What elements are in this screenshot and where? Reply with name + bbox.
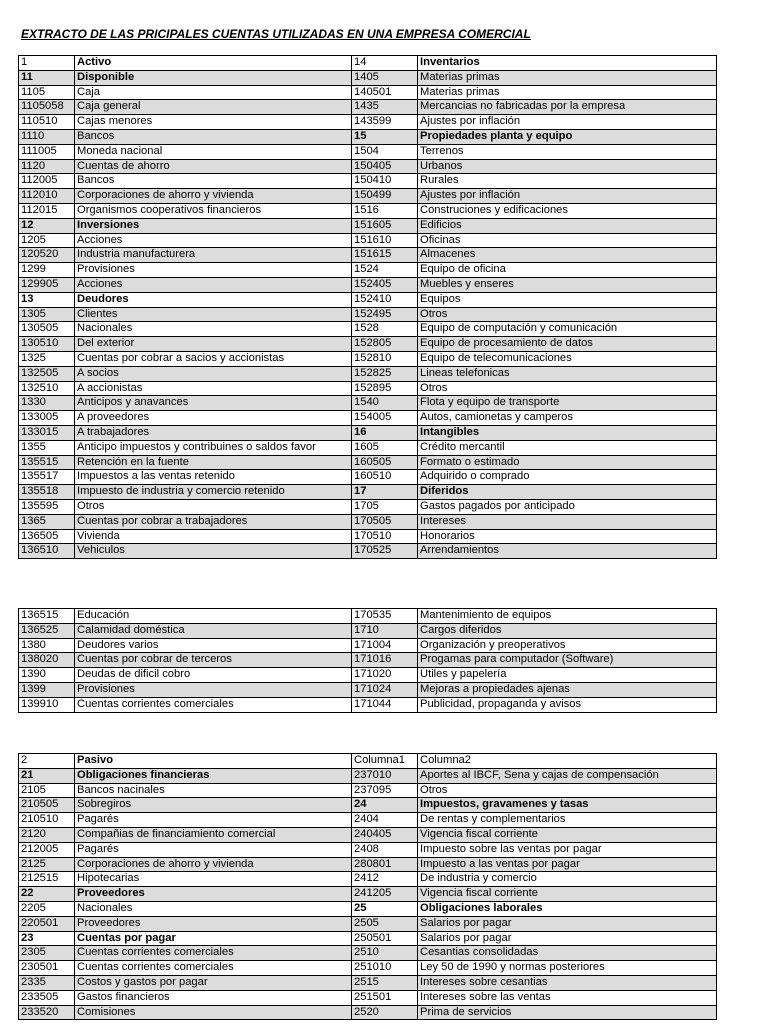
account-name-cell: Arrendamientos bbox=[418, 544, 717, 559]
account-code-cell: 1380 bbox=[19, 638, 75, 653]
account-name-cell: Sobregiros bbox=[75, 798, 352, 813]
account-code-cell: 130505 bbox=[19, 322, 75, 337]
account-code-cell: 11 bbox=[19, 70, 75, 85]
account-code-cell: 23 bbox=[19, 931, 75, 946]
account-name-cell: Rurales bbox=[418, 174, 717, 189]
account-code-cell: 135515 bbox=[19, 455, 75, 470]
account-code-cell: 171004 bbox=[352, 638, 418, 653]
account-name-cell: Oficinas bbox=[418, 233, 717, 248]
account-name-cell: Impuesto sobre las ventas por pagar bbox=[418, 842, 717, 857]
account-code-cell: 251501 bbox=[352, 990, 418, 1005]
account-code-cell: 139910 bbox=[19, 697, 75, 712]
account-name-cell: Prima de servicios bbox=[418, 1005, 717, 1020]
account-code-cell: 112010 bbox=[19, 189, 75, 204]
account-code-cell: 2335 bbox=[19, 975, 75, 990]
account-code-cell: 15 bbox=[352, 129, 418, 144]
accounts-table-activo bbox=[18, 55, 717, 559]
table-row bbox=[19, 668, 717, 683]
account-name-cell: Industria manufacturera bbox=[75, 248, 352, 263]
account-name-cell: Almacenes bbox=[418, 248, 717, 263]
account-name-cell: Disponible bbox=[75, 70, 352, 85]
account-code-cell: 17 bbox=[352, 485, 418, 500]
table-row bbox=[19, 783, 717, 798]
account-code-cell: 132510 bbox=[19, 381, 75, 396]
account-code-cell: 2 bbox=[19, 754, 75, 769]
account-code-cell: 1710 bbox=[352, 623, 418, 638]
account-name-cell: Pasivo bbox=[75, 754, 352, 769]
account-name-cell: Equipo de computación y comunicación bbox=[418, 322, 717, 337]
account-name-cell: Vigencia fiscal corriente bbox=[418, 887, 717, 902]
account-code-cell: 171016 bbox=[352, 653, 418, 668]
table-row bbox=[19, 872, 717, 887]
table-row bbox=[19, 263, 717, 278]
account-code-cell: 22 bbox=[19, 887, 75, 902]
table-row bbox=[19, 115, 717, 130]
account-name-cell: Materias primas bbox=[418, 70, 717, 85]
table-row bbox=[19, 901, 717, 916]
table-row bbox=[19, 931, 717, 946]
account-code-cell: 1390 bbox=[19, 668, 75, 683]
account-code-cell: Columna1 bbox=[352, 754, 418, 769]
account-name-cell: Útiles y papelería bbox=[418, 668, 717, 683]
table-row bbox=[19, 653, 717, 668]
account-name-cell: Urbanos bbox=[418, 159, 717, 174]
account-code-cell: 152825 bbox=[352, 366, 418, 381]
table-row bbox=[19, 887, 717, 902]
account-code-cell: 237010 bbox=[352, 768, 418, 783]
table-row bbox=[19, 697, 717, 712]
account-name-cell: Terrenos bbox=[418, 144, 717, 159]
account-name-cell: Anticipo impuestos y contribuines o saldos favor bbox=[75, 440, 352, 455]
account-code-cell: 140501 bbox=[352, 85, 418, 100]
account-name-cell: Provisiones bbox=[75, 263, 352, 278]
account-code-cell: 2125 bbox=[19, 857, 75, 872]
account-code-cell: 237095 bbox=[352, 783, 418, 798]
account-code-cell: 138020 bbox=[19, 653, 75, 668]
account-name-cell: Inversiones bbox=[75, 218, 352, 233]
account-name-cell: Cajas menores bbox=[75, 115, 352, 130]
account-code-cell: 135517 bbox=[19, 470, 75, 485]
account-name-cell: Ley 50 de 1990 y normas posteriores bbox=[418, 961, 717, 976]
account-code-cell: 251010 bbox=[352, 961, 418, 976]
table-row bbox=[19, 470, 717, 485]
account-code-cell: 1205 bbox=[19, 233, 75, 248]
account-code-cell: 150405 bbox=[352, 159, 418, 174]
table-row bbox=[19, 916, 717, 931]
account-name-cell: Inventarios bbox=[418, 56, 717, 71]
account-code-cell: 130510 bbox=[19, 337, 75, 352]
account-code-cell: 14 bbox=[352, 56, 418, 71]
accounts-table-pasivo bbox=[18, 753, 717, 1020]
account-name-cell: Crédito mercantil bbox=[418, 440, 717, 455]
account-code-cell: 1516 bbox=[352, 203, 418, 218]
account-code-cell: 2520 bbox=[352, 1005, 418, 1020]
account-name-cell: Vivienda bbox=[75, 529, 352, 544]
account-code-cell: 111005 bbox=[19, 144, 75, 159]
account-name-cell: Clientes bbox=[75, 307, 352, 322]
account-name-cell: Salarios por pagar bbox=[418, 931, 717, 946]
account-code-cell: 16 bbox=[352, 425, 418, 440]
account-code-cell: 152405 bbox=[352, 277, 418, 292]
account-code-cell: 112015 bbox=[19, 203, 75, 218]
account-name-cell: Cuentas de ahorro bbox=[75, 159, 352, 174]
account-code-cell: 1528 bbox=[352, 322, 418, 337]
account-code-cell: 1435 bbox=[352, 100, 418, 115]
account-name-cell: Retención en la fuente bbox=[75, 455, 352, 470]
account-code-cell: 2205 bbox=[19, 901, 75, 916]
account-name-cell: Publicidad, propaganda y avisos bbox=[418, 697, 717, 712]
table-row bbox=[19, 946, 717, 961]
account-code-cell: 2510 bbox=[352, 946, 418, 961]
account-name-cell: Bancos bbox=[75, 174, 352, 189]
account-name-cell: A proveedores bbox=[75, 411, 352, 426]
account-code-cell: 136515 bbox=[19, 609, 75, 624]
account-name-cell: Cuentas corrientes comerciales bbox=[75, 946, 352, 961]
account-name-cell: Equipo de oficina bbox=[418, 263, 717, 278]
account-code-cell: 1 bbox=[19, 56, 75, 71]
account-code-cell: 25 bbox=[352, 901, 418, 916]
account-name-cell: Calamidad doméstica bbox=[75, 623, 352, 638]
account-code-cell: 1330 bbox=[19, 396, 75, 411]
account-name-cell: Mantenimiento de equipos bbox=[418, 609, 717, 624]
account-code-cell: 241205 bbox=[352, 887, 418, 902]
table-row bbox=[19, 842, 717, 857]
account-name-cell: Otros bbox=[418, 783, 717, 798]
account-name-cell: Proveedores bbox=[75, 916, 352, 931]
account-code-cell: 2408 bbox=[352, 842, 418, 857]
account-name-cell: Educación bbox=[75, 609, 352, 624]
account-code-cell: 212005 bbox=[19, 842, 75, 857]
table-row bbox=[19, 351, 717, 366]
account-name-cell: Activo bbox=[75, 56, 352, 71]
table-row bbox=[19, 100, 717, 115]
account-name-cell: Construciones y edificaciones bbox=[418, 203, 717, 218]
account-code-cell: 129905 bbox=[19, 277, 75, 292]
table-row bbox=[19, 499, 717, 514]
table-row bbox=[19, 623, 717, 638]
account-name-cell: Comisiones bbox=[75, 1005, 352, 1020]
account-code-cell: 150499 bbox=[352, 189, 418, 204]
table-row bbox=[19, 218, 717, 233]
account-name-cell: Bancos nacinales bbox=[75, 783, 352, 798]
table-row bbox=[19, 129, 717, 144]
account-code-cell: 2120 bbox=[19, 827, 75, 842]
table-row bbox=[19, 609, 717, 624]
account-code-cell: 1305 bbox=[19, 307, 75, 322]
account-code-cell: 171020 bbox=[352, 668, 418, 683]
account-code-cell: 1355 bbox=[19, 440, 75, 455]
account-name-cell: Provisiones bbox=[75, 682, 352, 697]
account-name-cell: Cuentas por cobrar de terceros bbox=[75, 653, 352, 668]
account-name-cell: Nacionales bbox=[75, 322, 352, 337]
account-code-cell: 1110 bbox=[19, 129, 75, 144]
table-row bbox=[19, 754, 717, 769]
account-name-cell: Equipos bbox=[418, 292, 717, 307]
account-name-cell: Corporaciones de ahorro y vivienda bbox=[75, 189, 352, 204]
account-name-cell: Deudas de dificil cobro bbox=[75, 668, 352, 683]
account-name-cell: Pagarés bbox=[75, 813, 352, 828]
table-row bbox=[19, 544, 717, 559]
account-name-cell: Organismos cooperativos financieros bbox=[75, 203, 352, 218]
table-row bbox=[19, 233, 717, 248]
account-name-cell: Salarios por pagar bbox=[418, 916, 717, 931]
account-name-cell: Mejoras a propiedades ajenas bbox=[418, 682, 717, 697]
account-name-cell: Intereses sobre las ventas bbox=[418, 990, 717, 1005]
account-code-cell: 24 bbox=[352, 798, 418, 813]
account-code-cell: 233520 bbox=[19, 1005, 75, 1020]
account-code-cell: 110510 bbox=[19, 115, 75, 130]
account-name-cell: Progamas para computador (Software) bbox=[418, 653, 717, 668]
page-title: EXTRACTO DE LAS PRICIPALES CUENTAS UTILIZADAS EN UNA EMPRESA COMERCIAL bbox=[21, 27, 531, 41]
account-code-cell: 151615 bbox=[352, 248, 418, 263]
account-name-cell: Gastos pagados por anticipado bbox=[418, 499, 717, 514]
account-name-cell: Cuentas por cobrar a trabajadores bbox=[75, 514, 352, 529]
table-row bbox=[19, 827, 717, 842]
table-row bbox=[19, 440, 717, 455]
account-code-cell: 152410 bbox=[352, 292, 418, 307]
account-code-cell: 233505 bbox=[19, 990, 75, 1005]
account-code-cell: 154005 bbox=[352, 411, 418, 426]
account-name-cell: Intereses bbox=[418, 514, 717, 529]
account-code-cell: 1399 bbox=[19, 682, 75, 697]
table-row bbox=[19, 248, 717, 263]
account-name-cell: Impuesto a las ventas por pagar bbox=[418, 857, 717, 872]
account-code-cell: 1705 bbox=[352, 499, 418, 514]
account-name-cell: Muebles y enseres bbox=[418, 277, 717, 292]
account-code-cell: 160510 bbox=[352, 470, 418, 485]
account-code-cell: 133005 bbox=[19, 411, 75, 426]
account-name-cell: Formato o estimado bbox=[418, 455, 717, 470]
account-name-cell: Cuentas corrientes comerciales bbox=[75, 697, 352, 712]
account-name-cell: Pagarés bbox=[75, 842, 352, 857]
table-row bbox=[19, 455, 717, 470]
table-row bbox=[19, 396, 717, 411]
account-name-cell: Materias primas bbox=[418, 85, 717, 100]
account-name-cell: Otros bbox=[418, 307, 717, 322]
account-code-cell: 21 bbox=[19, 768, 75, 783]
account-code-cell: 12 bbox=[19, 218, 75, 233]
account-name-cell: Lineas telefonicas bbox=[418, 366, 717, 381]
account-code-cell: 143599 bbox=[352, 115, 418, 130]
table-row bbox=[19, 514, 717, 529]
table-row bbox=[19, 70, 717, 85]
account-code-cell: 171024 bbox=[352, 682, 418, 697]
account-name-cell: Mercancias no fabricadas por la empresa bbox=[418, 100, 717, 115]
account-code-cell: 171044 bbox=[352, 697, 418, 712]
account-name-cell: Cuentas corrientes comerciales bbox=[75, 961, 352, 976]
account-name-cell: Corporaciones de ahorro y vivienda bbox=[75, 857, 352, 872]
table-row bbox=[19, 529, 717, 544]
account-code-cell: 152895 bbox=[352, 381, 418, 396]
account-name-cell: A accionistas bbox=[75, 381, 352, 396]
account-name-cell: Deudores bbox=[75, 292, 352, 307]
account-code-cell: 240405 bbox=[352, 827, 418, 842]
account-name-cell: Equipo de telecomunicaciones bbox=[418, 351, 717, 366]
account-code-cell: 152495 bbox=[352, 307, 418, 322]
account-code-cell: 135518 bbox=[19, 485, 75, 500]
account-name-cell: Costos y gastos por pagar bbox=[75, 975, 352, 990]
account-code-cell: 212515 bbox=[19, 872, 75, 887]
account-code-cell: 112005 bbox=[19, 174, 75, 189]
table-row bbox=[19, 857, 717, 872]
account-name-cell: Impuesto de industria y comercio retenido bbox=[75, 485, 352, 500]
account-name-cell: Edificios bbox=[418, 218, 717, 233]
account-code-cell: 170525 bbox=[352, 544, 418, 559]
account-name-cell: Aportes al IBCF, Sena y cajas de compensación bbox=[418, 768, 717, 783]
account-code-cell: 136510 bbox=[19, 544, 75, 559]
table-row bbox=[19, 682, 717, 697]
account-name-cell: Intangibles bbox=[418, 425, 717, 440]
account-name-cell: Cesantias consolidadas bbox=[418, 946, 717, 961]
account-code-cell: 1299 bbox=[19, 263, 75, 278]
account-code-cell: 1105 bbox=[19, 85, 75, 100]
account-code-cell: 13 bbox=[19, 292, 75, 307]
account-name-cell: Equipo de procesamiento de datos bbox=[418, 337, 717, 352]
accounts-table-activo-continued bbox=[18, 608, 717, 713]
account-name-cell: Moneda nacional bbox=[75, 144, 352, 159]
account-code-cell: 280801 bbox=[352, 857, 418, 872]
table-row bbox=[19, 975, 717, 990]
table-row bbox=[19, 144, 717, 159]
account-name-cell: Obligaciones laborales bbox=[418, 901, 717, 916]
table-row bbox=[19, 485, 717, 500]
account-name-cell: Flota y equipo de transporte bbox=[418, 396, 717, 411]
account-code-cell: 210510 bbox=[19, 813, 75, 828]
account-name-cell: Impuestos, gravamenes y tasas bbox=[418, 798, 717, 813]
account-code-cell: 2505 bbox=[352, 916, 418, 931]
account-code-cell: 2412 bbox=[352, 872, 418, 887]
account-name-cell: Organización y preoperativos bbox=[418, 638, 717, 653]
account-code-cell: 1325 bbox=[19, 351, 75, 366]
account-name-cell: Diferidos bbox=[418, 485, 717, 500]
account-code-cell: 150410 bbox=[352, 174, 418, 189]
account-name-cell: Autos, camionetas y camperos bbox=[418, 411, 717, 426]
account-name-cell: Bancos bbox=[75, 129, 352, 144]
account-code-cell: 152805 bbox=[352, 337, 418, 352]
account-name-cell: Cuentas por pagar bbox=[75, 931, 352, 946]
table-row bbox=[19, 1005, 717, 1020]
account-name-cell: Del exterior bbox=[75, 337, 352, 352]
account-name-cell: Acciones bbox=[75, 233, 352, 248]
account-name-cell: Ajustes por inflación bbox=[418, 189, 717, 204]
account-name-cell: Caja bbox=[75, 85, 352, 100]
table-row bbox=[19, 159, 717, 174]
account-name-cell: Adquirido o comprado bbox=[418, 470, 717, 485]
account-name-cell: Caja general bbox=[75, 100, 352, 115]
account-name-cell: Impuestos a las ventas retenido bbox=[75, 470, 352, 485]
account-name-cell: Anticipos y anavances bbox=[75, 396, 352, 411]
table-row bbox=[19, 381, 717, 396]
table-row bbox=[19, 85, 717, 100]
account-code-cell: 1504 bbox=[352, 144, 418, 159]
table-row bbox=[19, 638, 717, 653]
table-row bbox=[19, 366, 717, 381]
account-name-cell: Cuentas por cobrar a sacios y accionistas bbox=[75, 351, 352, 366]
account-code-cell: 220501 bbox=[19, 916, 75, 931]
table-row bbox=[19, 277, 717, 292]
account-name-cell: Propiedades planta y equipo bbox=[418, 129, 717, 144]
account-name-cell: Intereses sobre cesantias bbox=[418, 975, 717, 990]
account-code-cell: 1405 bbox=[352, 70, 418, 85]
account-name-cell: Otros bbox=[75, 499, 352, 514]
account-code-cell: 170510 bbox=[352, 529, 418, 544]
account-name-cell: De industria y comercio bbox=[418, 872, 717, 887]
account-name-cell: Ajustes por inflación bbox=[418, 115, 717, 130]
account-name-cell: Acciones bbox=[75, 277, 352, 292]
table-row bbox=[19, 203, 717, 218]
account-code-cell: 170505 bbox=[352, 514, 418, 529]
account-name-cell: Compañias de financiamiento comercial bbox=[75, 827, 352, 842]
account-name-cell: Otros bbox=[418, 381, 717, 396]
table-row bbox=[19, 337, 717, 352]
account-code-cell: 136505 bbox=[19, 529, 75, 544]
account-name-cell: De rentas y complementarios bbox=[418, 813, 717, 828]
table-row bbox=[19, 307, 717, 322]
account-code-cell: 160505 bbox=[352, 455, 418, 470]
account-code-cell: 2404 bbox=[352, 813, 418, 828]
account-name-cell: Obligaciones financieras bbox=[75, 768, 352, 783]
table-row bbox=[19, 56, 717, 71]
account-name-cell: Cargos diferidos bbox=[418, 623, 717, 638]
account-name-cell: Proveedores bbox=[75, 887, 352, 902]
account-name-cell: Hipotecarias bbox=[75, 872, 352, 887]
account-name-cell: Vehiculos bbox=[75, 544, 352, 559]
account-code-cell: 152810 bbox=[352, 351, 418, 366]
account-code-cell: 135595 bbox=[19, 499, 75, 514]
account-code-cell: 133015 bbox=[19, 425, 75, 440]
table-row bbox=[19, 990, 717, 1005]
table-row bbox=[19, 411, 717, 426]
account-code-cell: 250501 bbox=[352, 931, 418, 946]
account-code-cell: 1540 bbox=[352, 396, 418, 411]
account-code-cell: 1524 bbox=[352, 263, 418, 278]
account-code-cell: 230501 bbox=[19, 961, 75, 976]
table-row bbox=[19, 768, 717, 783]
table-row bbox=[19, 322, 717, 337]
account-name-cell: Columna2 bbox=[418, 754, 717, 769]
account-code-cell: 170535 bbox=[352, 609, 418, 624]
account-name-cell: Deudores varios bbox=[75, 638, 352, 653]
account-code-cell: 2515 bbox=[352, 975, 418, 990]
account-code-cell: 1120 bbox=[19, 159, 75, 174]
table-row bbox=[19, 425, 717, 440]
account-code-cell: 1365 bbox=[19, 514, 75, 529]
account-code-cell: 1605 bbox=[352, 440, 418, 455]
account-code-cell: 2105 bbox=[19, 783, 75, 798]
account-code-cell: 2305 bbox=[19, 946, 75, 961]
account-name-cell: A trabajadores bbox=[75, 425, 352, 440]
account-name-cell: Gastos financieros bbox=[75, 990, 352, 1005]
account-code-cell: 151605 bbox=[352, 218, 418, 233]
account-name-cell: Nacionales bbox=[75, 901, 352, 916]
table-row bbox=[19, 961, 717, 976]
account-code-cell: 210505 bbox=[19, 798, 75, 813]
table-row bbox=[19, 798, 717, 813]
table-row bbox=[19, 813, 717, 828]
account-code-cell: 132505 bbox=[19, 366, 75, 381]
account-name-cell: Vigencia fiscal corriente bbox=[418, 827, 717, 842]
table-row bbox=[19, 174, 717, 189]
account-name-cell: Honorarios bbox=[418, 529, 717, 544]
account-code-cell: 1105058 bbox=[19, 100, 75, 115]
account-code-cell: 120520 bbox=[19, 248, 75, 263]
account-code-cell: 136525 bbox=[19, 623, 75, 638]
account-name-cell: A socios bbox=[75, 366, 352, 381]
table-row bbox=[19, 292, 717, 307]
table-row bbox=[19, 189, 717, 204]
account-code-cell: 151610 bbox=[352, 233, 418, 248]
